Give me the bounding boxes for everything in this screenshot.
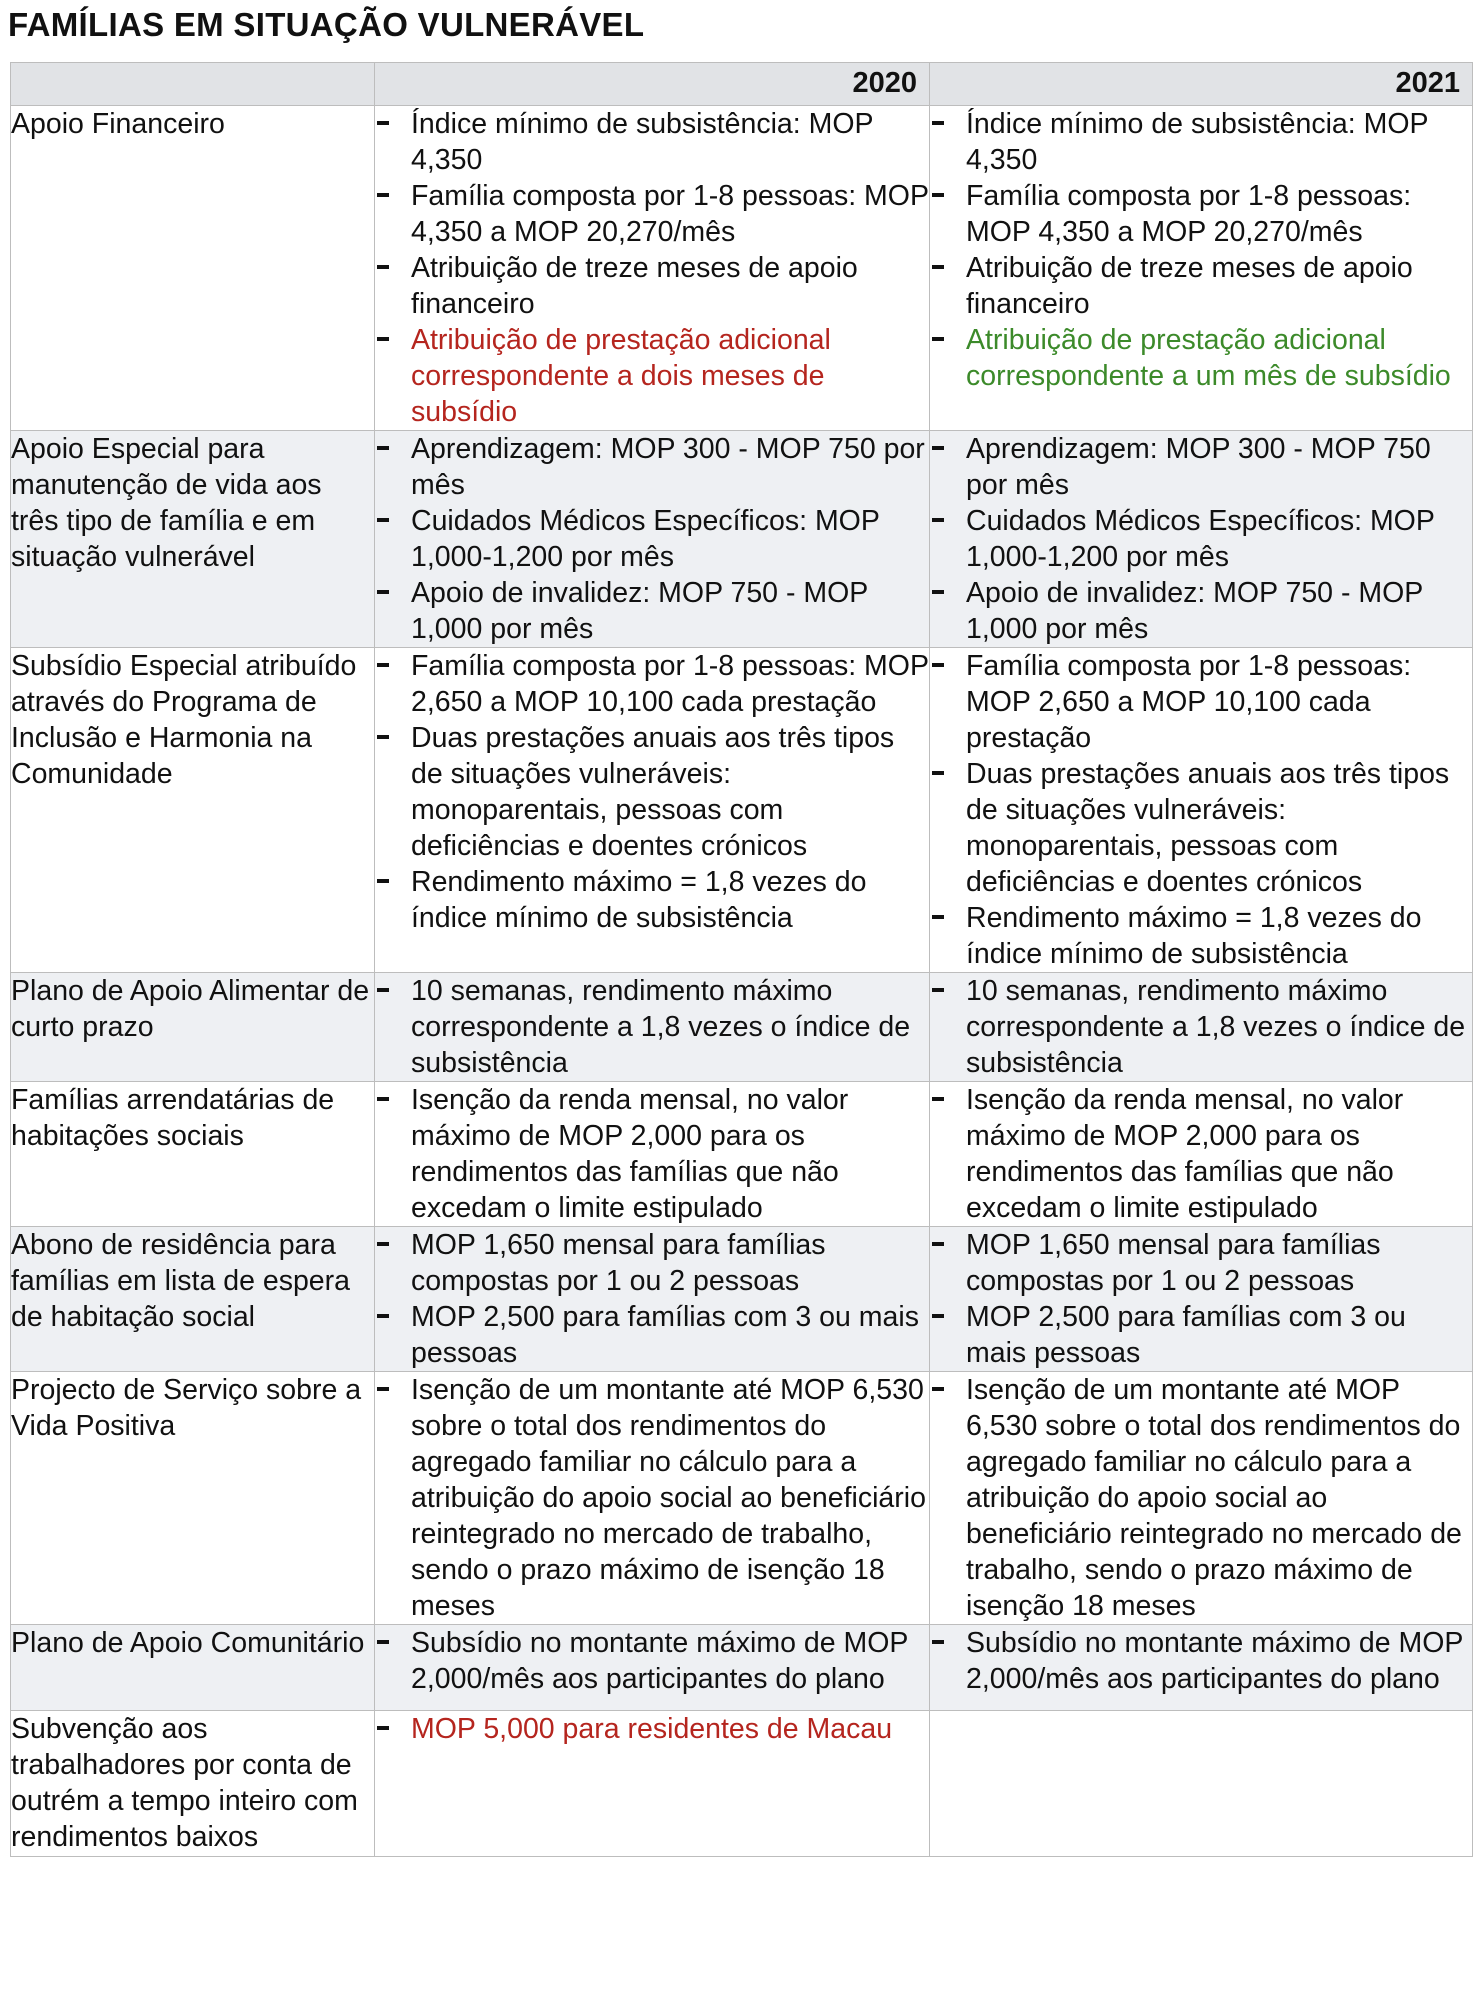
cell-y2021: [930, 1227, 1473, 1372]
dash-bullet-icon: [932, 1640, 944, 1644]
table-row: [11, 973, 1473, 1082]
cell-y2020: [375, 431, 930, 648]
list-item: [930, 431, 1472, 503]
cell-y2020: [375, 1372, 930, 1625]
list-item: [930, 1299, 1472, 1371]
row-label: Projecto de Serviço sobre a Vida Positiva: [11, 1372, 375, 1625]
bullet-list: [375, 1227, 929, 1371]
cell-y2021: [930, 648, 1473, 973]
list-item: [930, 1227, 1472, 1299]
benefits-table: [10, 62, 1473, 1857]
dash-bullet-icon: [377, 590, 389, 594]
bullet-text: Isenção de um montante até MOP 6,530 sobre o total dos rendimentos do agregado familiar no cálculo para a atribuição do apoio social ao beneficiário reintegrado no mercado de trabalho, sendo o prazo máximo de isenção 18 meses: [411, 1374, 926, 1622]
bullet-text: MOP 2,500 para famílias com 3 ou mais pessoas: [966, 1301, 1406, 1369]
list-item: [930, 250, 1472, 322]
bullet-text: 10 semanas, rendimento máximo correspondente a 1,8 vezes o índice de subsistência: [411, 975, 911, 1079]
list-item: [375, 431, 929, 503]
bullet-text: Duas prestações anuais aos três tipos de situações vulneráveis: monoparentais, pessoas com deficiências e doentes crónicos: [411, 722, 895, 862]
page-title: FAMÍLIAS EM SITUAÇÃO VULNERÁVEL: [8, 6, 645, 43]
bullet-list: [375, 1625, 929, 1697]
bullet-text: Isenção da renda mensal, no valor máximo de MOP 2,000 para os rendimentos das famílias que não excedam o limite estipulado: [411, 1084, 849, 1224]
list-item: [375, 720, 929, 864]
bullet-text: Isenção de um montante até MOP 6,530 sobre o total dos rendimentos do agregado familiar no cálculo para a atribuição do apoio social ao beneficiário reintegrado no mercado de trabalho, sendo o prazo máximo de isenção 18 meses: [966, 1374, 1462, 1622]
list-item: [930, 1082, 1472, 1226]
dash-bullet-icon: [932, 915, 944, 919]
bullet-text: Rendimento máximo = 1,8 vezes do índice mínimo de subsistência: [966, 902, 1422, 970]
table-header-row: [11, 63, 1473, 106]
dash-bullet-icon: [932, 265, 944, 269]
cell-y2020: [375, 1082, 930, 1227]
table-body: [11, 106, 1473, 1857]
dash-bullet-icon: [377, 1242, 389, 1246]
list-item: [375, 1227, 929, 1299]
cell-y2020: [375, 1711, 930, 1857]
cell-y2020: [375, 648, 930, 973]
bullet-list: [930, 1625, 1472, 1697]
table-row: [11, 1625, 1473, 1711]
bullet-list: [930, 1372, 1472, 1624]
row-label: Plano de Apoio Alimentar de curto prazo: [11, 973, 375, 1082]
list-item: [930, 575, 1472, 647]
bullet-text: Aprendizagem: MOP 300 - MOP 750 por mês: [411, 433, 925, 501]
list-item: [375, 648, 929, 720]
bullet-list: [375, 648, 929, 936]
list-item: [930, 178, 1472, 250]
dash-bullet-icon: [932, 988, 944, 992]
table-row: [11, 1227, 1473, 1372]
list-item: [375, 1082, 929, 1226]
header-year-2020: 2020: [375, 63, 930, 106]
bullet-list: [375, 1711, 929, 1747]
bullet-text: Índice mínimo de subsistência: MOP 4,350: [966, 108, 1429, 176]
dash-bullet-icon: [932, 1097, 944, 1101]
dash-bullet-icon: [932, 193, 944, 197]
list-item: [930, 648, 1472, 756]
list-item: [930, 1625, 1472, 1697]
dash-bullet-icon: [377, 1314, 389, 1318]
list-item: [930, 973, 1472, 1081]
list-item: [930, 900, 1472, 972]
cell-y2021: [930, 1082, 1473, 1227]
list-item: [930, 322, 1472, 394]
dash-bullet-icon: [377, 265, 389, 269]
bullet-text: Duas prestações anuais aos três tipos de situações vulneráveis: monoparentais, pessoas com deficiências e doentes crónicos: [966, 758, 1450, 898]
bullet-text: Atribuição de prestação adicional correspondente a dois meses de subsídio: [411, 324, 831, 428]
dash-bullet-icon: [932, 337, 944, 341]
dash-bullet-icon: [932, 1314, 944, 1318]
bullet-text: MOP 1,650 mensal para famílias compostas por 1 ou 2 pessoas: [411, 1229, 826, 1297]
list-item: [375, 1711, 929, 1747]
cell-y2020: [375, 973, 930, 1082]
list-item: [375, 864, 929, 936]
list-item: [375, 1625, 929, 1697]
header-year-2021: 2021: [930, 63, 1473, 106]
cell-y2021: [930, 973, 1473, 1082]
dash-bullet-icon: [377, 1387, 389, 1391]
row-label: Abono de residência para famílias em lista de espera de habitação social: [11, 1227, 375, 1372]
table-row: [11, 431, 1473, 648]
cell-y2021: [930, 1625, 1473, 1711]
list-item: [375, 250, 929, 322]
bullet-text: Cuidados Médicos Específicos: MOP 1,000-1,200 por mês: [966, 505, 1435, 573]
bullet-text: Família composta por 1-8 pessoas: MOP 4,350 a MOP 20,270/mês: [966, 180, 1412, 248]
cell-y2021: [930, 1372, 1473, 1625]
bullet-text: Subsídio no montante máximo de MOP 2,000/mês aos participantes do plano: [966, 1627, 1463, 1695]
dash-bullet-icon: [377, 446, 389, 450]
bullet-list: [375, 431, 929, 647]
dash-bullet-icon: [932, 1387, 944, 1391]
list-item: [375, 1299, 929, 1371]
dash-bullet-icon: [932, 771, 944, 775]
cell-y2020: [375, 106, 930, 431]
dash-bullet-icon: [377, 121, 389, 125]
table-row: [11, 106, 1473, 431]
bullet-text: Cuidados Médicos Específicos: MOP 1,000-1,200 por mês: [411, 505, 880, 573]
row-label: Famílias arrendatárias de habitações sociais: [11, 1082, 375, 1227]
bullet-text: Subsídio no montante máximo de MOP 2,000/mês aos participantes do plano: [411, 1627, 908, 1695]
dash-bullet-icon: [377, 518, 389, 522]
bullet-list: [930, 648, 1472, 972]
dash-bullet-icon: [377, 1726, 389, 1730]
bullet-text: Atribuição de treze meses de apoio financeiro: [411, 252, 858, 320]
bullet-list: [375, 106, 929, 430]
list-item: [375, 322, 929, 430]
cell-y2020: [375, 1625, 930, 1711]
list-item: [375, 973, 929, 1081]
dash-bullet-icon: [377, 735, 389, 739]
list-item: [375, 178, 929, 250]
bullet-list: [930, 1227, 1472, 1371]
table-row: [11, 648, 1473, 973]
header-blank-cell: [11, 63, 375, 106]
bullet-text: Aprendizagem: MOP 300 - MOP 750 por mês: [966, 433, 1431, 501]
bullet-text: Família composta por 1-8 pessoas: MOP 4,350 a MOP 20,270/mês: [411, 180, 929, 248]
list-item: [930, 1372, 1472, 1624]
dash-bullet-icon: [932, 663, 944, 667]
dash-bullet-icon: [932, 121, 944, 125]
dash-bullet-icon: [932, 590, 944, 594]
dash-bullet-icon: [377, 663, 389, 667]
list-item: [375, 503, 929, 575]
dash-bullet-icon: [377, 1640, 389, 1644]
cell-y2021: [930, 106, 1473, 431]
row-label: Subsídio Especial atribuído através do Programa de Inclusão e Harmonia na Comunidade: [11, 648, 375, 973]
bullet-list: [930, 431, 1472, 647]
bullet-text: Rendimento máximo = 1,8 vezes do índice mínimo de subsistência: [411, 866, 867, 934]
bullet-text: Atribuição de prestação adicional correspondente a um mês de subsídio: [966, 324, 1451, 392]
dash-bullet-icon: [377, 1097, 389, 1101]
bullet-list: [930, 106, 1472, 394]
dash-bullet-icon: [377, 337, 389, 341]
list-item: [375, 575, 929, 647]
table-row: [11, 1372, 1473, 1625]
list-item: [930, 503, 1472, 575]
dash-bullet-icon: [932, 518, 944, 522]
bullet-text: Família composta por 1-8 pessoas: MOP 2,650 a MOP 10,100 cada prestação: [966, 650, 1412, 754]
bullet-text: 10 semanas, rendimento máximo correspondente a 1,8 vezes o índice de subsistência: [966, 975, 1466, 1079]
bullet-text: Isenção da renda mensal, no valor máximo de MOP 2,000 para os rendimentos das famílias que não excedam o limite estipulado: [966, 1084, 1404, 1224]
dash-bullet-icon: [932, 446, 944, 450]
bullet-text: Apoio de invalidez: MOP 750 - MOP 1,000 por mês: [411, 577, 868, 645]
bullet-text: MOP 5,000 para residentes de Macau: [411, 1713, 893, 1745]
bullet-list: [930, 973, 1472, 1081]
list-item: [375, 106, 929, 178]
row-label: Plano de Apoio Comunitário: [11, 1625, 375, 1711]
row-label: Apoio Especial para manutenção de vida aos três tipo de família e em situação vulnerável: [11, 431, 375, 648]
bullet-text: MOP 1,650 mensal para famílias compostas por 1 ou 2 pessoas: [966, 1229, 1381, 1297]
cell-y2020: [375, 1227, 930, 1372]
row-label: Apoio Financeiro: [11, 106, 375, 431]
bullet-text: Atribuição de treze meses de apoio financeiro: [966, 252, 1413, 320]
bullet-text: Apoio de invalidez: MOP 750 - MOP 1,000 por mês: [966, 577, 1423, 645]
dash-bullet-icon: [377, 988, 389, 992]
list-item: [375, 1372, 929, 1624]
list-item: [930, 106, 1472, 178]
cell-y2021: [930, 431, 1473, 648]
bullet-list: [930, 1082, 1472, 1226]
bullet-list: [375, 1372, 929, 1624]
bullet-text: MOP 2,500 para famílias com 3 ou mais pessoas: [411, 1301, 919, 1369]
row-label: Subvenção aos trabalhadores por conta de outrém a tempo inteiro com rendimentos baixos: [11, 1711, 375, 1857]
table-row: [11, 1082, 1473, 1227]
dash-bullet-icon: [377, 879, 389, 883]
dash-bullet-icon: [377, 193, 389, 197]
bullet-list: [375, 1082, 929, 1226]
bullet-text: Família composta por 1-8 pessoas: MOP 2,650 a MOP 10,100 cada prestação: [411, 650, 929, 718]
bullet-text: Índice mínimo de subsistência: MOP 4,350: [411, 108, 874, 176]
bullet-list: [375, 973, 929, 1081]
table-row: [11, 1711, 1473, 1857]
cell-y2021: [930, 1711, 1473, 1857]
list-item: [930, 756, 1472, 900]
dash-bullet-icon: [932, 1242, 944, 1246]
